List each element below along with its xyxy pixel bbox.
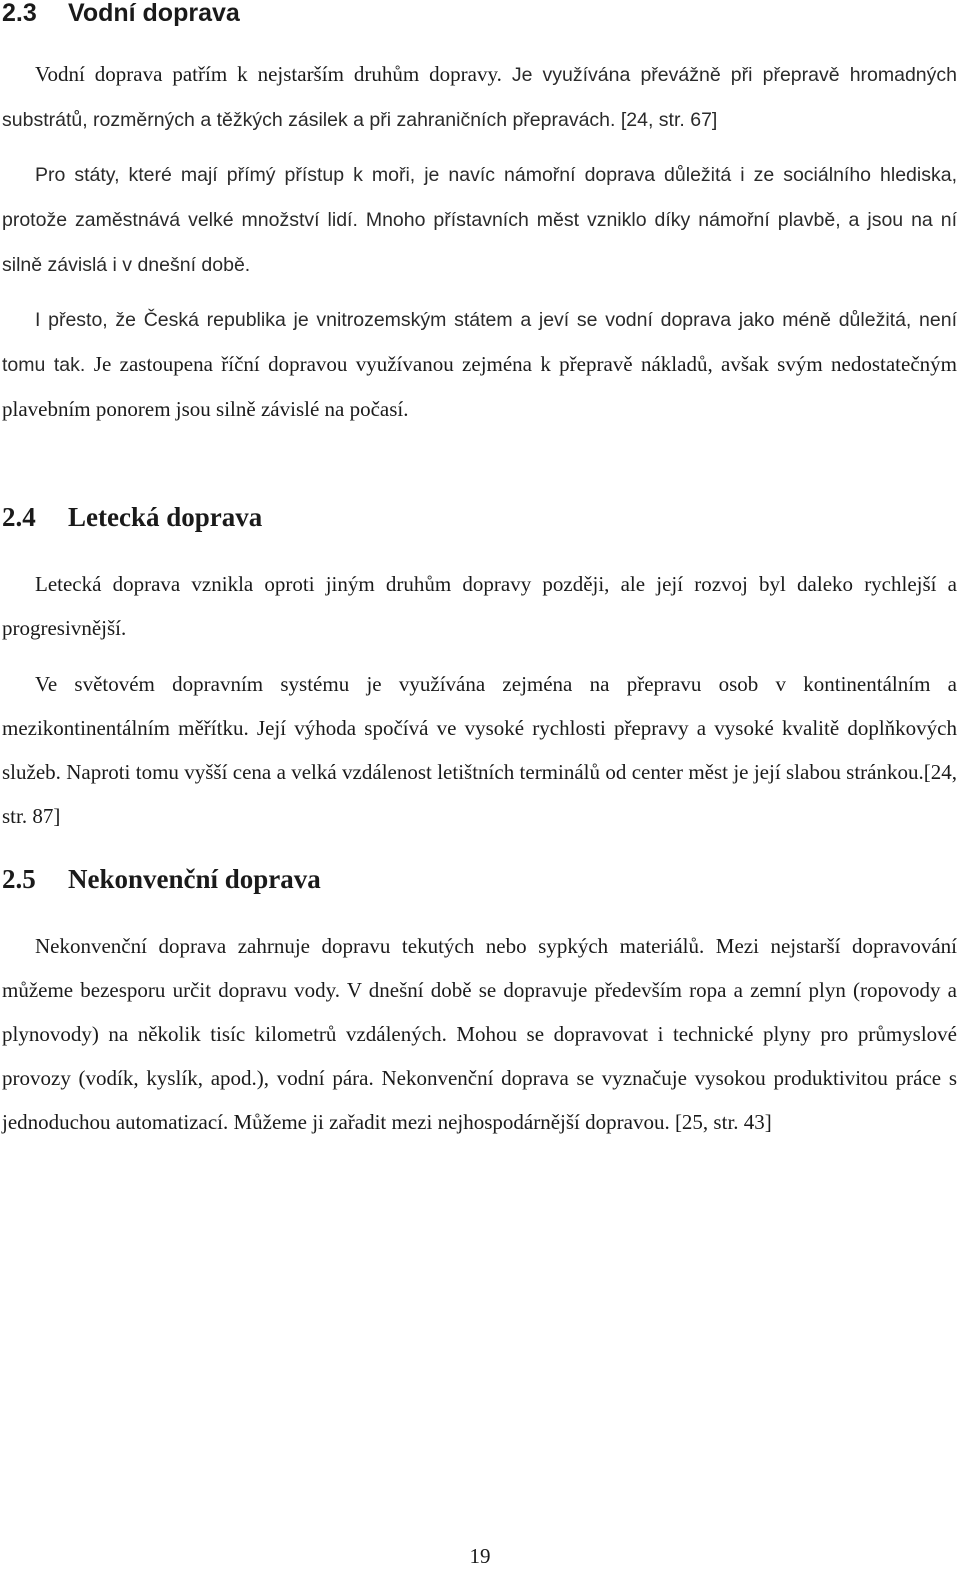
section-number: 2.3 <box>2 0 37 27</box>
section-heading <box>2 504 957 531</box>
section-nekonvencni-doprava <box>2 866 957 1144</box>
section-letecka-doprava <box>2 504 957 838</box>
paragraph <box>2 924 957 1144</box>
section-title: Letecká doprava <box>68 502 263 532</box>
section-number: 2.4 <box>2 502 36 532</box>
paragraph-text: Vodní doprava patřím k nejstarším druhům dopravy. <box>35 62 512 86</box>
paragraph-text: Mnoho přístavních měst vzniklo díky námořní plavbě, a jsou na ní silně závislá i v dnešní době. <box>2 209 957 276</box>
section-vodni-doprava <box>2 0 957 431</box>
section-heading <box>2 866 957 893</box>
section-number: 2.5 <box>2 864 36 894</box>
page-number: 19 <box>469 1544 491 1568</box>
paragraph-text: Letecká doprava vznikla oproti jiným druhům dopravy později, ale její rozvoj byl daleko rychlejší a progresivnější. <box>2 572 957 640</box>
paragraph-text: Je využívána převážně při přepravě hromadných substrátů, rozměrných a těžkých zásilek a při zahraničních přepravách. [24, str. 67] <box>2 64 958 131</box>
paragraph <box>2 662 957 838</box>
section-title: Nekonvenční doprava <box>68 864 321 894</box>
section-title: Vodní doprava <box>68 0 240 27</box>
paragraph-text: Nekonvenční doprava zahrnuje dopravu tekutých nebo sypkých materiálů. Mezi nejstarší dopravování můžeme bezesporu určit dopravu vody. V dnešní době se dopravuje především ropa a zemní plyn (ropovody a plynovody) na několik tisíc kilometrů vzdálených. Mohou se dopravovat i technické plyny pro průmyslové provozy (vodík, kyslík, apod.), vodní pára. Nekonvenční doprava se vyznačuje vysokou produktivitou práce s jednoduchou automatizací. Můžeme ji zařadit mezi nejhospodárnější dopravou. [25, str. 43] <box>2 934 957 1134</box>
paragraph-text: I přesto, že Česká republika je vnitrozemským státem a jeví se vodní doprava jako méně důležitá, není tomu tak. <box>2 309 957 376</box>
paragraph <box>2 297 957 431</box>
paragraph-text: Ve světovém dopravním systému je využívána zejména na přepravu osob v kontinentálním a mezikontinentálním měřítku. Její výhoda spočívá ve vysoké rychlosti přepravy a vysoké kvalitě doplňkových služeb. Naproti tomu vyšší cena a velká vzdálenost letištních terminálů od center měst je její slabou stránkou.[24, str. 87] <box>2 672 957 828</box>
paragraph-text: Je zastoupena říční dopravou využívanou zejména k přepravě nákladů, avšak svým nedostatečným plavebním ponorem jsou silně závislé na počasí. <box>2 352 957 421</box>
paragraph <box>2 152 957 287</box>
paragraph <box>2 562 957 650</box>
paragraph-text: Pro státy, které mají přímý přístup k moři, je navíc námořní doprava důležitá i ze sociálního hlediska, protože zaměstnává velké množství lidí. <box>2 164 957 231</box>
section-heading <box>2 0 957 27</box>
paragraph <box>2 52 957 142</box>
